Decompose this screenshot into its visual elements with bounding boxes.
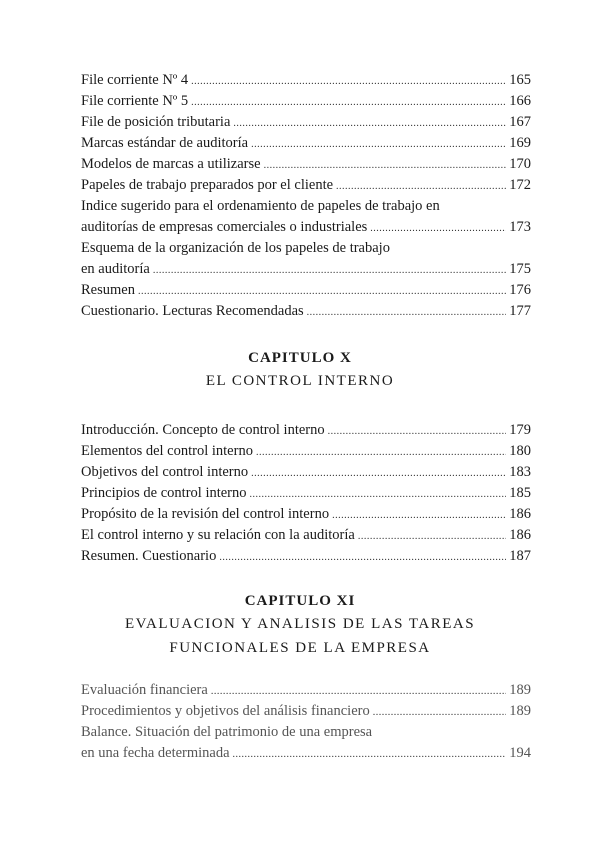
toc-entry-title: auditorías de empresas comerciales o industriales [81,219,368,235]
dot-leader [336,176,506,197]
dot-leader [233,113,506,134]
toc-entry [81,301,531,322]
dot-leader [251,463,506,484]
toc-entry-title: Elementos del control interno [81,443,253,459]
toc-entry-title: Introducción. Concepto de control interno [81,422,325,438]
toc-entry-title: Marcas estándar de auditoría [81,135,249,151]
toc-entry [81,701,531,722]
toc-entry-page: 179 [509,422,531,438]
dot-leader [264,155,506,176]
toc-entry-page: 166 [509,93,531,109]
toc-entry-page: 189 [509,682,531,698]
toc-entry [81,217,531,238]
toc-entry-first-line: Balance. Situación del patrimonio de una empresa [81,724,373,740]
dot-leader [219,547,506,568]
dot-leader [138,281,506,302]
toc-entry-title: en auditoría [81,261,150,277]
dot-leader [191,71,506,92]
dot-leader [256,442,506,463]
toc-entry-title: Propósito de la revisión del control interno [81,506,330,522]
toc-entry [81,133,531,154]
toc-entry-page: 167 [509,114,531,130]
toc-entry-page: 186 [509,506,531,522]
toc-entry [81,420,531,441]
toc-entry-title: Objetivos del control interno [81,464,249,480]
toc-entry-page: 177 [509,303,531,319]
toc-entry-title: File de posición tributaria [81,114,231,130]
toc-entry [81,743,531,764]
toc-entry-title: Papeles de trabajo preparados por el cliente [81,177,334,193]
dot-leader [307,302,506,323]
toc-entry-title: en una fecha determinada [81,745,230,761]
dot-leader [373,702,506,723]
toc-entry [81,441,531,462]
toc-entry-title: Procedimientos y objetivos del análisis financiero [81,703,370,719]
dot-leader [332,505,506,526]
chapter-heading [0,590,600,660]
toc-entry [81,504,531,525]
chapter-title-line-1: EVALUACION Y ANALISIS DE LAS TAREAS [124,616,476,632]
toc-entry-title: Resumen [81,282,135,298]
toc-entry [81,259,531,280]
toc-entry [81,91,531,112]
toc-entry-page: 176 [509,282,531,298]
toc-entry-page: 172 [509,177,531,193]
chapter-heading [0,347,600,393]
toc-entry-title: File corriente Nº 4 [81,72,189,88]
dot-leader [358,526,506,547]
toc-entry [81,462,531,483]
toc-entry-page: 175 [509,261,531,277]
dot-leader [211,681,506,702]
chapter-number: CAPITULO X [248,350,352,366]
chapter-title-line-2: FUNCIONALES DE LA EMPRESA [169,640,431,656]
toc-entry-title: Modelos de marcas a utilizarse [81,156,261,172]
toc-entry-page: 187 [509,548,531,564]
toc-entry [81,525,531,546]
dot-leader [153,260,506,281]
dot-leader [251,134,506,155]
toc-entry-page: 194 [509,745,531,761]
toc-entry-title: Principios de control interno [81,485,247,501]
dot-leader [328,421,506,442]
toc-entry-page: 185 [509,485,531,501]
dot-leader [370,218,506,239]
toc-entry [81,112,531,133]
toc-entry-title: El control interno y su relación con la auditoría [81,527,355,543]
toc-entry [81,154,531,175]
dot-leader [233,744,506,765]
toc-entry-page: 186 [509,527,531,543]
toc-entry-first-line: Esquema de la organización de los papeles de trabajo [81,240,390,256]
toc-entry-title: Evaluación financiera [81,682,208,698]
toc-entry [81,70,531,91]
toc-entry-page: 165 [509,72,531,88]
chapter-title: EL CONTROL INTERNO [205,373,395,389]
toc-section-previous [81,70,531,322]
toc-entry-page: 189 [509,703,531,719]
toc-entry [81,483,531,504]
toc-entry-page: 183 [509,464,531,480]
toc-entry-page: 173 [509,219,531,235]
toc-section-chapter-11 [81,680,531,764]
toc-entry-title: File corriente Nº 5 [81,93,189,109]
toc-entry [81,175,531,196]
toc-entry-title: Resumen. Cuestionario [81,548,217,564]
toc-entry-page: 180 [509,443,531,459]
dot-leader [250,484,506,505]
toc-entry [81,546,531,567]
toc-entry-page: 169 [509,135,531,151]
toc-entry-first-line: Indice sugerido para el ordenamiento de papeles de trabajo en [81,198,440,214]
dot-leader [191,92,506,113]
toc-entry [81,680,531,701]
toc-entry-page: 170 [509,156,531,172]
toc-entry [81,280,531,301]
toc-entry-title: Cuestionario. Lecturas Recomendadas [81,303,304,319]
toc-section-chapter-10 [81,420,531,567]
chapter-number: CAPITULO XI [244,593,356,609]
